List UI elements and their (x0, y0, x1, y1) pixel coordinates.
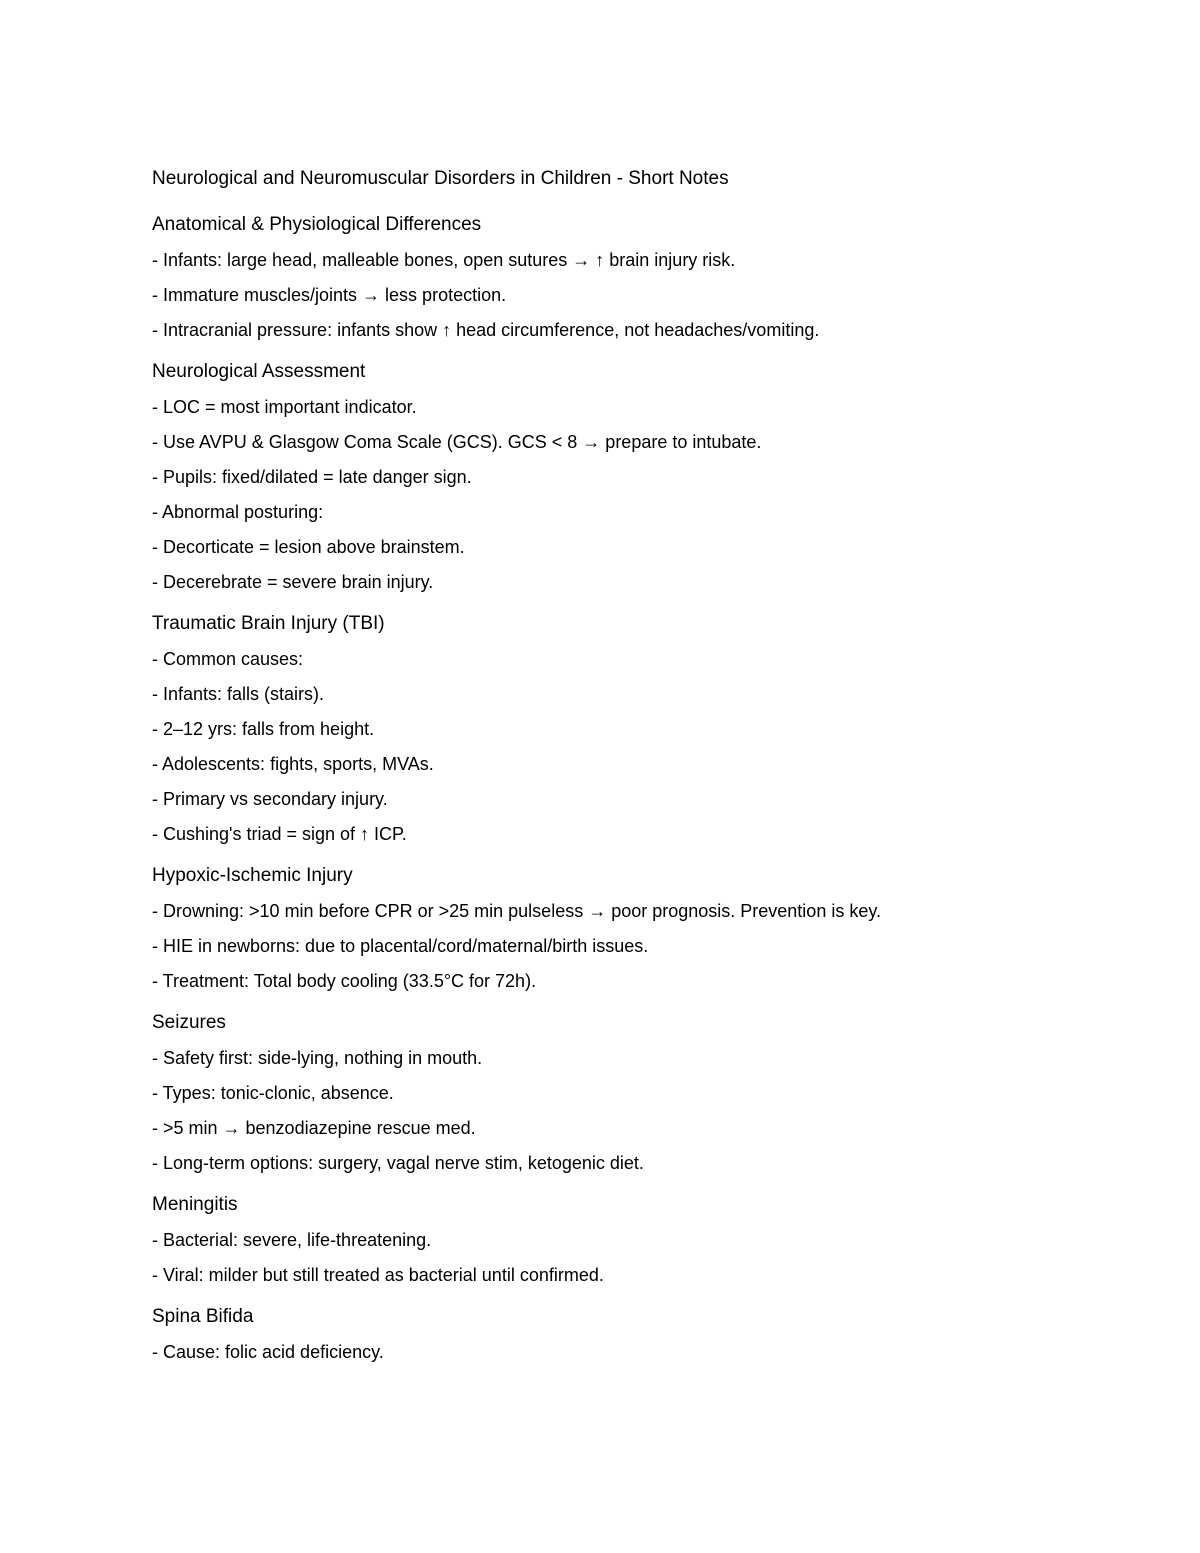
section-seizures (152, 1010, 1112, 1176)
note-line: - Decerebrate = severe brain injury. (152, 572, 434, 592)
section-meningitis (152, 1192, 1112, 1288)
note-line: - Drowning: >10 min before CPR or >25 min pulseless → poor prognosis. Prevention is key. (152, 901, 882, 921)
section-hypoxic-ischemic-injury (152, 863, 1112, 994)
note-line: - Pupils: fixed/dilated = late danger sign. (152, 467, 472, 487)
section-traumatic-brain-injury (152, 611, 1112, 847)
section-heading: Seizures (152, 1012, 226, 1033)
section-heading: Neurological Assessment (152, 361, 366, 382)
note-line: - Intracranial pressure: infants show ↑ head circumference, not headaches/vomiting. (152, 320, 820, 340)
note-line: - Adolescents: fights, sports, MVAs. (152, 754, 434, 774)
note-line: - Types: tonic-clonic, absence. (152, 1083, 394, 1103)
note-line: - LOC = most important indicator. (152, 397, 417, 417)
note-line: - Viral: milder but still treated as bacterial until confirmed. (152, 1265, 604, 1285)
note-line: - Use AVPU & Glasgow Coma Scale (GCS). GCS < 8 → prepare to intubate. (152, 432, 762, 452)
note-line: - Primary vs secondary injury. (152, 789, 388, 809)
section-heading: Traumatic Brain Injury (TBI) (152, 613, 385, 634)
note-line: - Infants: large head, malleable bones, open sutures → ↑ brain injury risk. (152, 250, 736, 270)
note-line: - Abnormal posturing: (152, 502, 324, 522)
section-spina-bifida (152, 1304, 1112, 1365)
document-page (152, 166, 1112, 1381)
note-line: - Common causes: (152, 649, 304, 669)
note-line: - Long-term options: surgery, vagal nerve stim, ketogenic diet. (152, 1153, 644, 1173)
section-heading: Hypoxic-Ischemic Injury (152, 865, 353, 886)
note-line: - Safety first: side-lying, nothing in mouth. (152, 1048, 483, 1068)
note-line: - Cause: folic acid deficiency. (152, 1342, 384, 1362)
note-line: - Immature muscles/joints → less protection. (152, 285, 507, 305)
section-heading: Spina Bifida (152, 1306, 254, 1327)
section-neurological-assessment (152, 359, 1112, 595)
section-anatomical-differences (152, 212, 1112, 343)
section-heading: Anatomical & Physiological Differences (152, 214, 482, 235)
note-line: - Cushing's triad = sign of ↑ ICP. (152, 824, 407, 844)
document-title: Neurological and Neuromuscular Disorders in Children - Short Notes (152, 168, 729, 189)
note-line: - Decorticate = lesion above brainstem. (152, 537, 465, 557)
note-line: - HIE in newborns: due to placental/cord/maternal/birth issues. (152, 936, 649, 956)
note-line: - 2–12 yrs: falls from height. (152, 719, 375, 739)
note-line: - Bacterial: severe, life-threatening. (152, 1230, 432, 1250)
note-line: - >5 min → benzodiazepine rescue med. (152, 1118, 476, 1138)
note-line: - Treatment: Total body cooling (33.5°C for 72h). (152, 971, 537, 991)
note-line: - Infants: falls (stairs). (152, 684, 325, 704)
section-heading: Meningitis (152, 1194, 238, 1215)
